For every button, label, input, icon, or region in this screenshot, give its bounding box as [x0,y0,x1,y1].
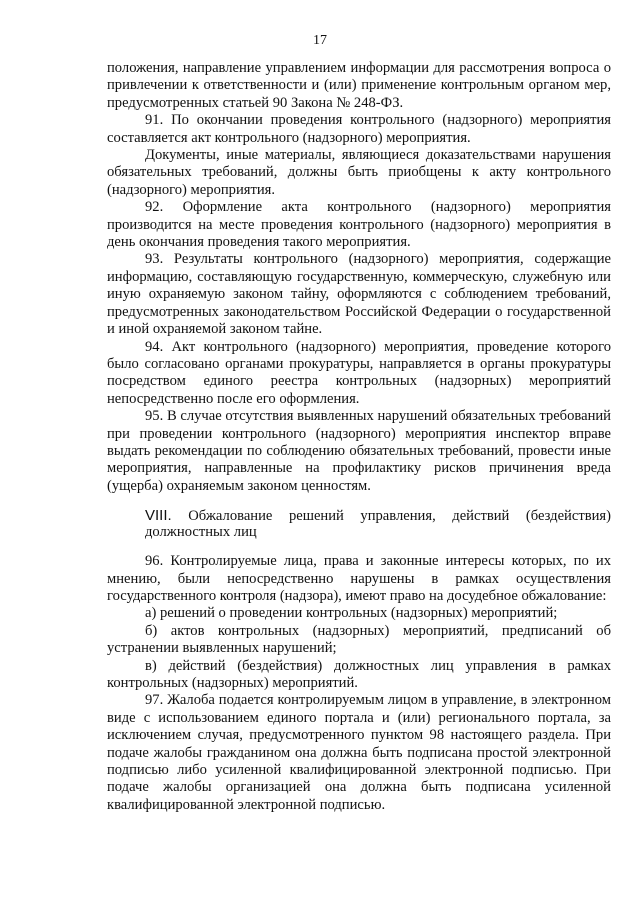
paragraph-91: 91. По окончании проведения контрольного (надзорного) мероприятия составляется акт контрольного (надзорного) мероприятия. [107,112,611,146]
paragraph-95: 95. В случае отсутствия выявленных нарушений обязательных требований при проведении контрольного (надзорного) мероприятия инспектор вправе выдать рекомендации по соблюдению обязательных требований, провести иные мероприятия, направленные на профилактику рисков причинения вреда (ущерба) охраняемым законом ценностям. [107,408,611,494]
section-title: Обжалование решений управления, действий (бездействия) должностных лиц [145,508,611,541]
paragraph-93: 93. Результаты контрольного (надзорного) мероприятия, содержащие информацию, составляющую государственную, коммерческую, служебную или иную охраняемую законом тайну, оформляются с соблюдением требований, предусмотренных законодательством Российской Федерации о государственной и иной охраняемой законом тайне. [107,251,611,338]
document-body [107,60,611,814]
paragraph-97: 97. Жалоба подается контролируемым лицом в управление, в электронном виде с использованием единого портала и (или) регионального портала, за исключением случая, предусмотренного пунктом 98 настоящего раздела. При подаче жалобы гражданином она должна быть подписана простой электронной подписью либо усиленной квалифицированной электронной подписью. При подаче жалобы организацией она должна быть подписана усиленной квалифицированной электронной подписью. [107,692,611,813]
section-heading [107,508,611,540]
paragraph-96: 96. Контролируемые лица, права и законные интересы которых, по их мнению, были непосредственно нарушены в рамках осуществления государственного контроля (надзора), имеют право на досудебное обжалование: [107,553,611,604]
paragraph-92: 92. Оформление акта контрольного (надзорного) мероприятия производится на месте проведения контрольного (надзорного) мероприятия в день окончания проведения такого мероприятия. [107,199,611,251]
paragraph-continuation: положения, направление управлением информации для рассмотрения вопроса о привлечении к ответственности и (или) применение контрольным органом мер, предусмотренных статьей 90 Закона № 248-ФЗ. [107,60,611,111]
section-number: VIII. [145,507,172,525]
page-number: 17 [313,33,327,48]
list-item-b: б) актов контрольных (надзорных) мероприятий, предписаний об устранении выявленных нарушений; [107,622,611,657]
paragraph-evidence: Документы, иные материалы, являющиеся доказательствами нарушения обязательных требований, должны быть приобщены к акту контрольного (надзорного) мероприятия. [107,147,611,198]
list-item-a: а) решений о проведении контрольных (надзорных) мероприятий; [145,605,558,622]
list-item-v: в) действий (бездействия) должностных лиц управления в рамках контрольных (надзорных) мероприятий. [107,657,611,691]
paragraph-94: 94. Акт контрольного (надзорного) мероприятия, проведение которого было согласовано органами прокуратуры, направляется в органы прокуратуры посредством единого реестра контрольных (надзорных) мероприятий непосредственно после его оформления. [107,338,611,407]
